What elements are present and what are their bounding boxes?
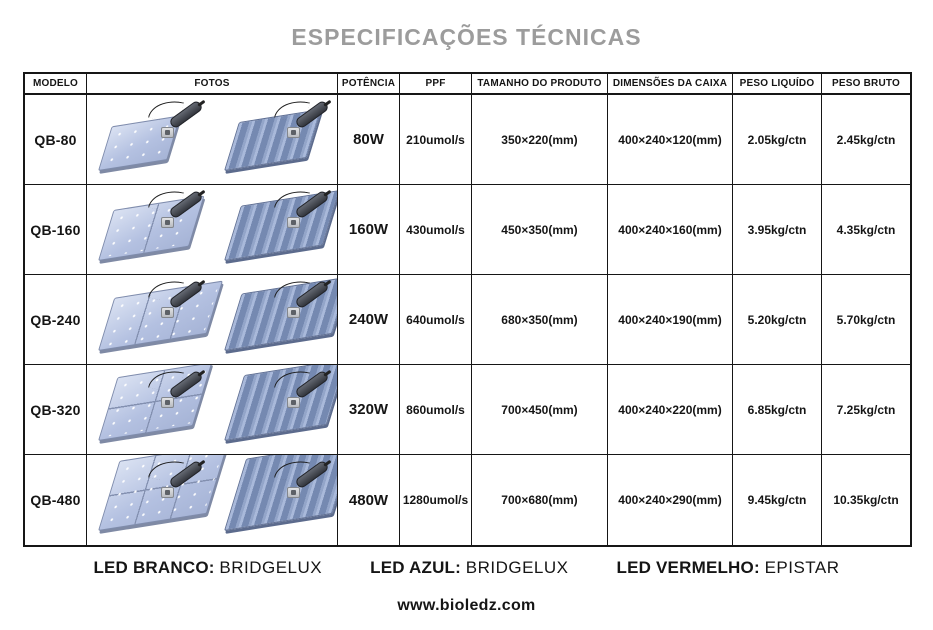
gross-weight-cell: 7.25kg/ctn [822,365,910,455]
connector-graphic [287,127,300,138]
website-url: www.bioledz.com [397,597,536,614]
led-board-photo-icon [90,277,208,363]
col-header-tamanho: TAMANHO DO PRODUTO [472,74,608,95]
box-size-cell: 400×240×120(mm) [608,95,733,185]
led-board-photo-icon [90,367,208,453]
connector-graphic [287,397,300,408]
col-header-potencia: POTÊNCIA [338,74,400,95]
power-cell: 240W [338,275,400,365]
model-cell: QB-480 [25,455,87,545]
product-size-cell: 700×680(mm) [472,455,608,545]
led-branco-label: LED BRANCO: [93,558,215,577]
photo-cell [87,455,338,545]
product-size-cell: 450×350(mm) [472,185,608,275]
ppf-cell: 860umol/s [400,365,472,455]
box-size-cell: 400×240×220(mm) [608,365,733,455]
power-cell: 160W [338,185,400,275]
led-branco-item [93,558,322,578]
spec-table [23,72,912,547]
connector-graphic [161,307,174,318]
connector-graphic [287,217,300,228]
led-board-photo-icon [90,187,208,273]
photo-cell [87,185,338,275]
photo-cell [87,365,338,455]
heatsink-photo-icon [216,97,334,183]
led-board-photo-icon [90,457,208,543]
gross-weight-cell: 2.45kg/ctn [822,95,910,185]
connector-graphic [287,487,300,498]
connector-graphic [287,307,300,318]
col-header-modelo: MODELO [25,74,87,95]
led-brands-line [0,558,933,578]
net-weight-cell: 2.05kg/ctn [733,95,822,185]
led-board-photo-icon [90,97,208,183]
product-size-cell: 350×220(mm) [472,95,608,185]
col-header-caixa: DIMENSÕES DA CAIXA [608,74,733,95]
led-azul-value: BRIDGELUX [465,558,569,577]
heatsink-photo-icon [216,367,334,453]
col-header-peso-liquido: PESO LIQUÍDO [733,74,822,95]
ppf-cell: 210umol/s [400,95,472,185]
heatsink-photo-icon [216,457,334,543]
heatsink-photo-icon [216,277,334,363]
ppf-cell: 1280umol/s [400,455,472,545]
model-cell: QB-240 [25,275,87,365]
col-header-fotos: FOTOS [87,74,338,95]
connector-graphic [161,397,174,408]
photo-cell [87,275,338,365]
led-vermelho-label: LED VERMELHO: [616,558,760,577]
power-cell: 320W [338,365,400,455]
box-size-cell: 400×240×160(mm) [608,185,733,275]
led-board-graphic [98,115,181,171]
col-header-ppf: PPF [400,74,472,95]
net-weight-cell: 9.45kg/ctn [733,455,822,545]
box-size-cell: 400×240×190(mm) [608,275,733,365]
led-vermelho-value: EPISTAR [764,558,840,577]
model-cell: QB-320 [25,365,87,455]
gross-weight-cell: 10.35kg/ctn [833,493,899,507]
led-branco-value: BRIDGELUX [219,558,323,577]
heatsink-photo-icon [216,187,334,273]
ppf-cell: 430umol/s [400,185,472,275]
gross-weight-cell: 5.70kg/ctn [822,275,910,365]
gross-weight-cell: 4.35kg/ctn [822,185,910,275]
led-vermelho-item [617,558,840,578]
power-cell: 80W [338,95,400,185]
ppf-cell: 640umol/s [400,275,472,365]
model-cell: QB-160 [25,185,87,275]
model-cell: QB-80 [25,95,87,185]
product-size-cell: 700×450(mm) [472,365,608,455]
col-header-peso-bruto: PESO BRUTO [822,74,910,95]
photo-cell [87,95,338,185]
connector-graphic [161,487,174,498]
connector-graphic [161,127,174,138]
connector-graphic [161,217,174,228]
led-azul-label: LED AZUL: [370,558,462,577]
led-azul-item [370,558,568,578]
net-weight-cell: 6.85kg/ctn [733,365,822,455]
net-weight-cell: 5.20kg/ctn [733,275,822,365]
net-weight-cell: 3.95kg/ctn [733,185,822,275]
box-size-cell: 400×240×290(mm) [608,455,733,545]
power-cell: 480W [338,455,400,545]
page-title: ESPECIFICAÇÕES TÉCNICAS [291,24,642,50]
product-size-cell: 680×350(mm) [472,275,608,365]
